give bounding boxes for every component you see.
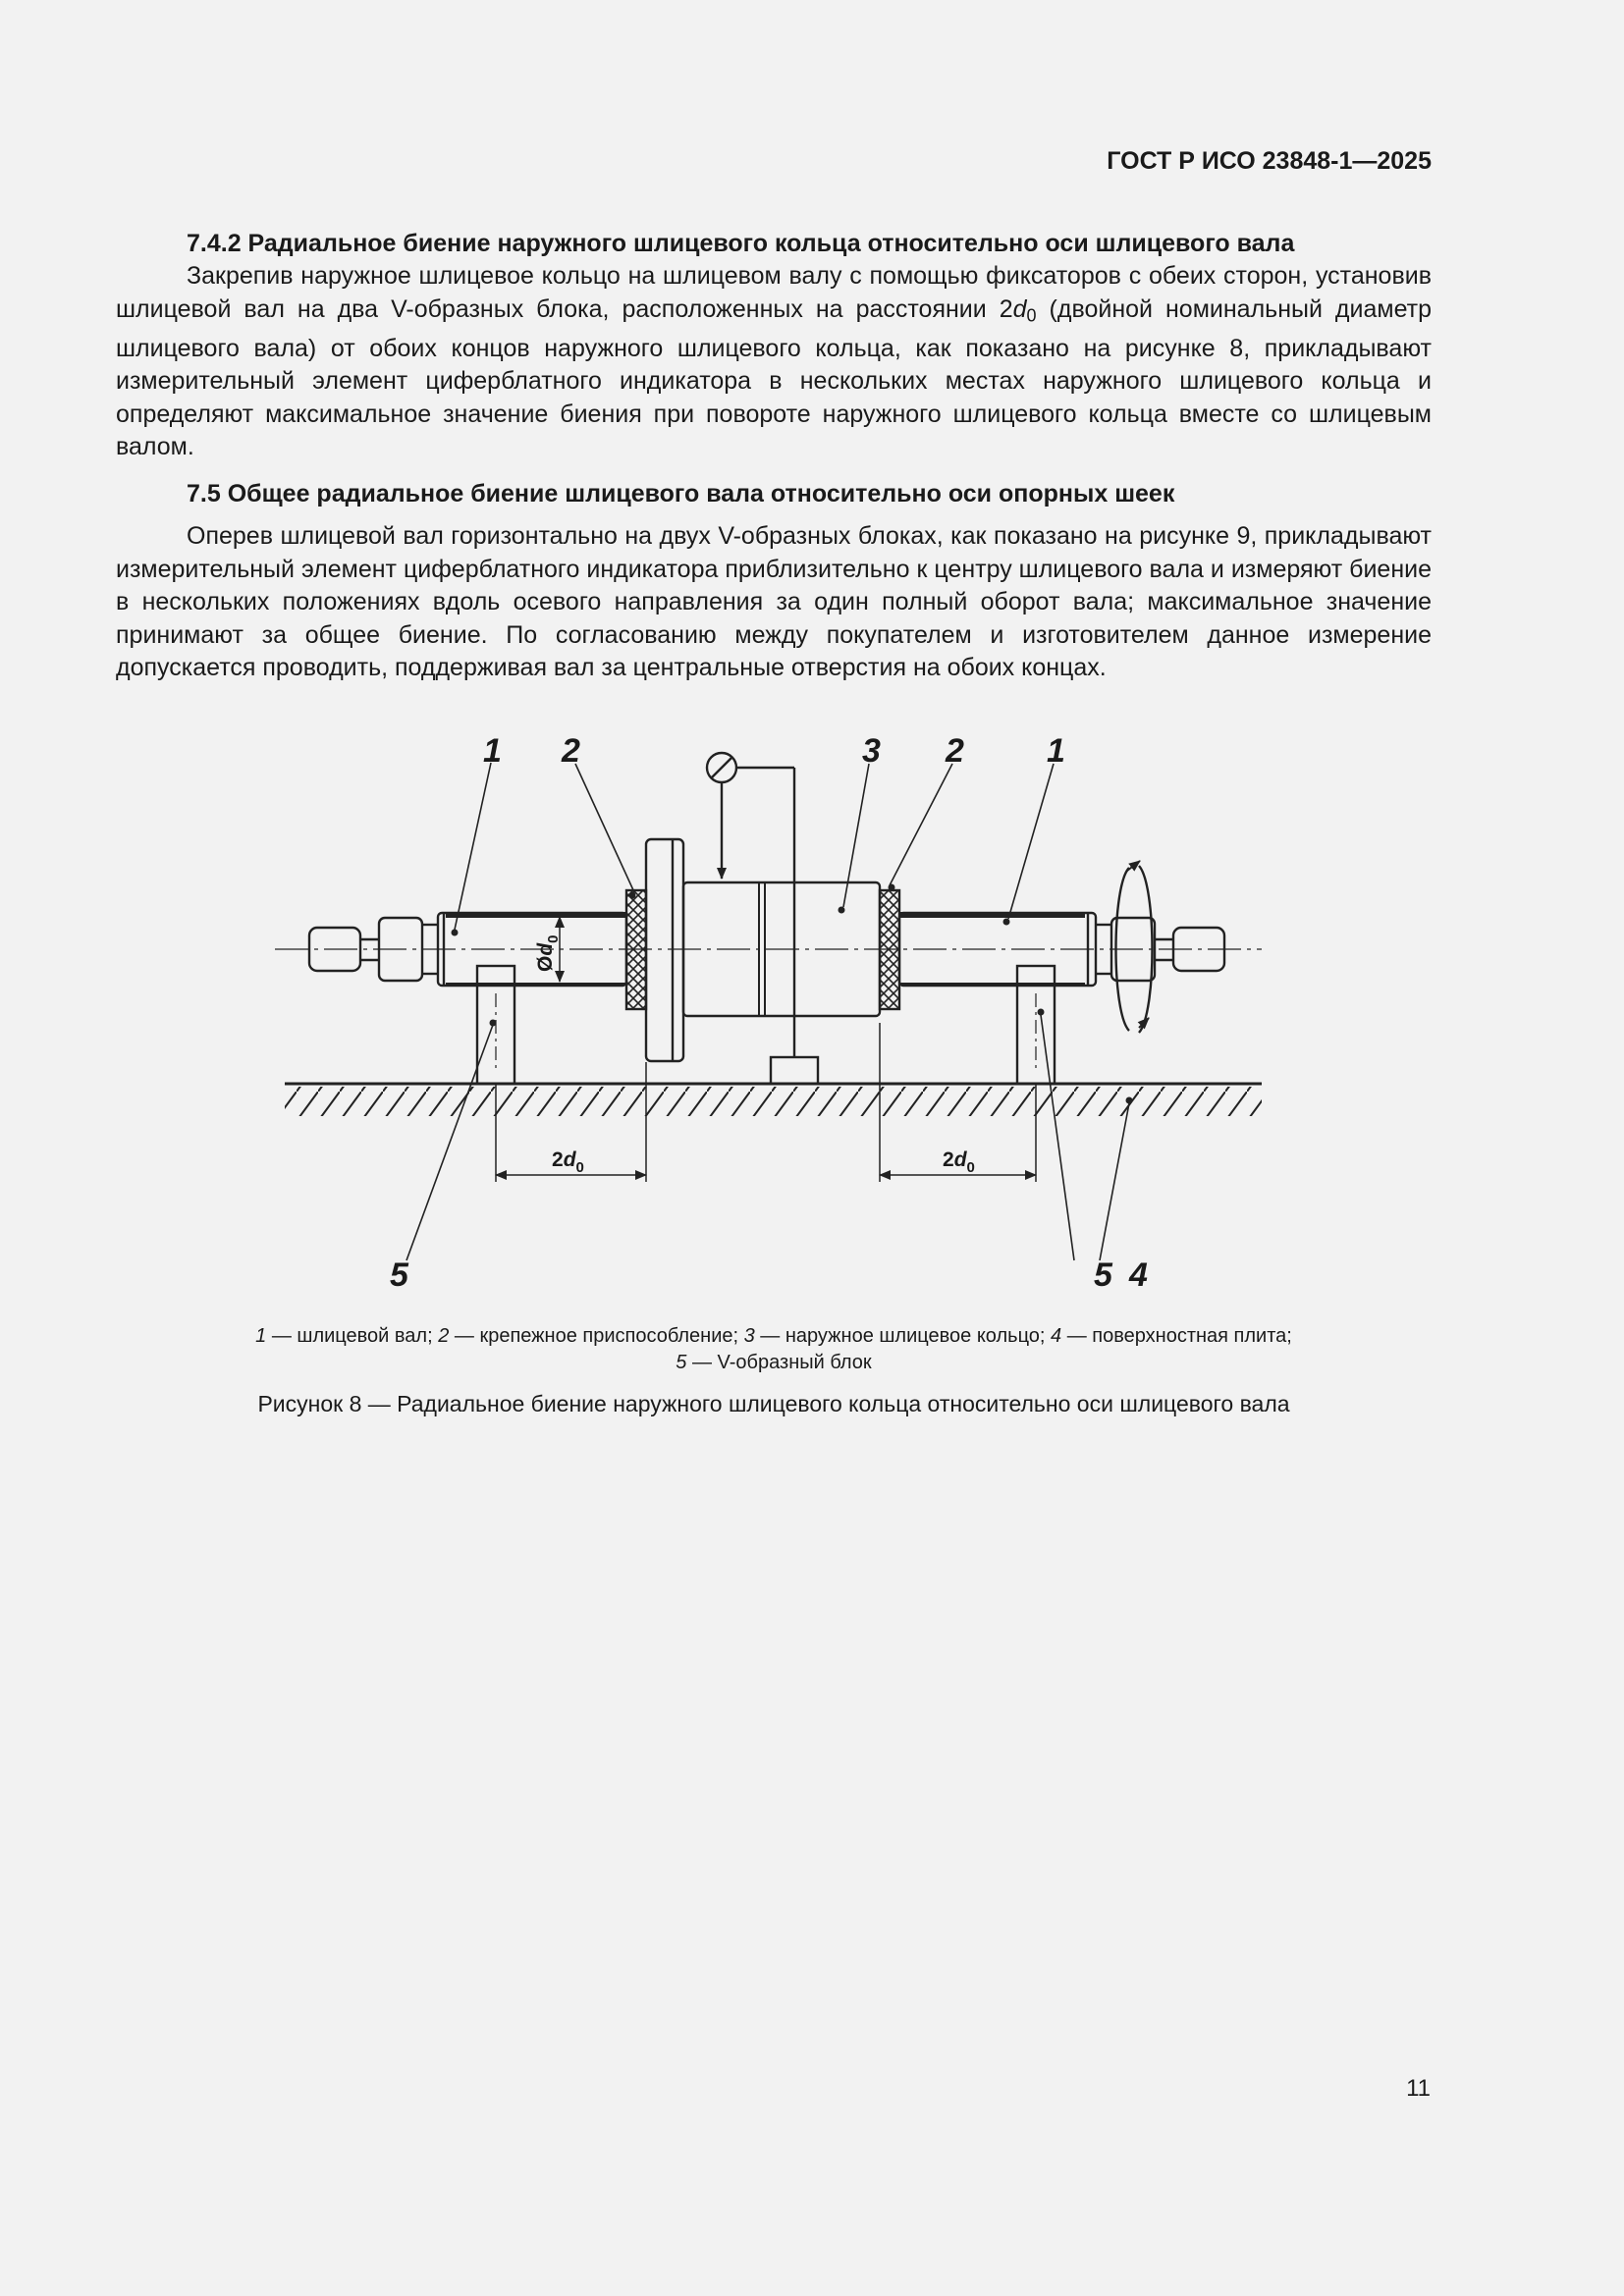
legend-line-2 xyxy=(116,1350,1432,1376)
legend-text: — V-образный блок xyxy=(686,1352,872,1373)
subscript: 0 xyxy=(1026,305,1037,325)
dimension-label-right: $2d_0$ xyxy=(943,1148,975,1176)
figure-caption: Рисунок 8 — Радиальное биение наружного шлицевого кольца относительно оси шлицевого вала xyxy=(257,1391,1290,1416)
legend-line-1 xyxy=(116,1323,1432,1350)
document-code: ГОСТ Р ИСО 23848-1—2025 xyxy=(1107,147,1432,175)
section-heading: 7.4.2 Радиальное биение наружного шлицевого кольца относительно оси шлицевого вала xyxy=(187,230,1295,257)
section-7-5 xyxy=(116,478,1432,685)
legend-num: 3 xyxy=(743,1325,755,1347)
legend-text: — наружное шлицевое кольцо; xyxy=(754,1325,1052,1347)
callout-1-right: 1 xyxy=(1047,738,1065,770)
paragraph-text: Закрепив наружное шлицевое кольцо на шлицевом валу с помощью фиксаторов с обеих сторон, установив шлицевой вал на два V-образных блока, расположенных на расстоянии 2 xyxy=(116,262,1432,323)
callout-5-right: 5 xyxy=(1094,1256,1112,1294)
callout-4: 4 xyxy=(1129,1256,1148,1294)
legend-num: 5 xyxy=(676,1352,687,1373)
callout-5-left: 5 xyxy=(390,1256,408,1294)
figure-legend xyxy=(116,1323,1432,1376)
callout-2-left: 2 xyxy=(562,738,580,770)
fixture-right xyxy=(880,890,899,1009)
figure-8-diagram xyxy=(275,738,1276,1308)
callout-2-right: 2 xyxy=(946,738,964,770)
diameter-label: $Ød_0$ xyxy=(534,934,562,972)
legend-text: — поверхностная плита; xyxy=(1061,1325,1292,1347)
callout-3: 3 xyxy=(862,738,881,770)
section-7-4-2 xyxy=(116,228,1432,464)
variable-d: d xyxy=(1012,294,1027,323)
paragraph: Оперев шлицевой вал горизонтально на двух V-образных блоках, как показано на рисунке 9, прикладывают измерительный элемент циферблатного индикатора приблизительно к центру шлицевого вала и измеряют биение в нескольких положениях вдоль осевого направления за один полный оборот вала; максимальное значение принимают за общее биение. По согласованию между покупателем и изготовителем данное измерение допускается проводить, поддерживая вал за центральные отверстия на обоих концах. xyxy=(116,522,1432,681)
legend-num: 2 xyxy=(438,1325,450,1347)
page-number: 11 xyxy=(1406,2075,1431,2102)
indicator-stand-base xyxy=(771,1057,818,1084)
callout-1-left: 1 xyxy=(483,738,502,770)
legend-text: — шлицевой вал; xyxy=(266,1325,439,1347)
paragraph-text-cont: (двойной номинальный диаметр шлицевого вала) от обоих концов наружного шлицевого кольца, как показано на рисунке 8, прикладывают измерительный элемент циферблатного индикатора в нескольких местах наружного шлицевого кольца и определяют максимальное значение биения при повороте наружного шлицевого кольца вместе со шлицевым валом. xyxy=(116,294,1432,460)
legend-num: 1 xyxy=(255,1325,267,1347)
flange xyxy=(646,839,683,1061)
fixture-left xyxy=(626,890,646,1009)
legend-num: 4 xyxy=(1051,1325,1062,1347)
paragraph xyxy=(116,260,1432,464)
section-heading: 7.5 Общее радиальное биение шлицевого вала относительно оси опорных шеек xyxy=(187,480,1175,507)
dimension-label-left: $2d_0$ xyxy=(552,1148,584,1176)
legend-text: — крепежное приспособление; xyxy=(449,1325,744,1347)
